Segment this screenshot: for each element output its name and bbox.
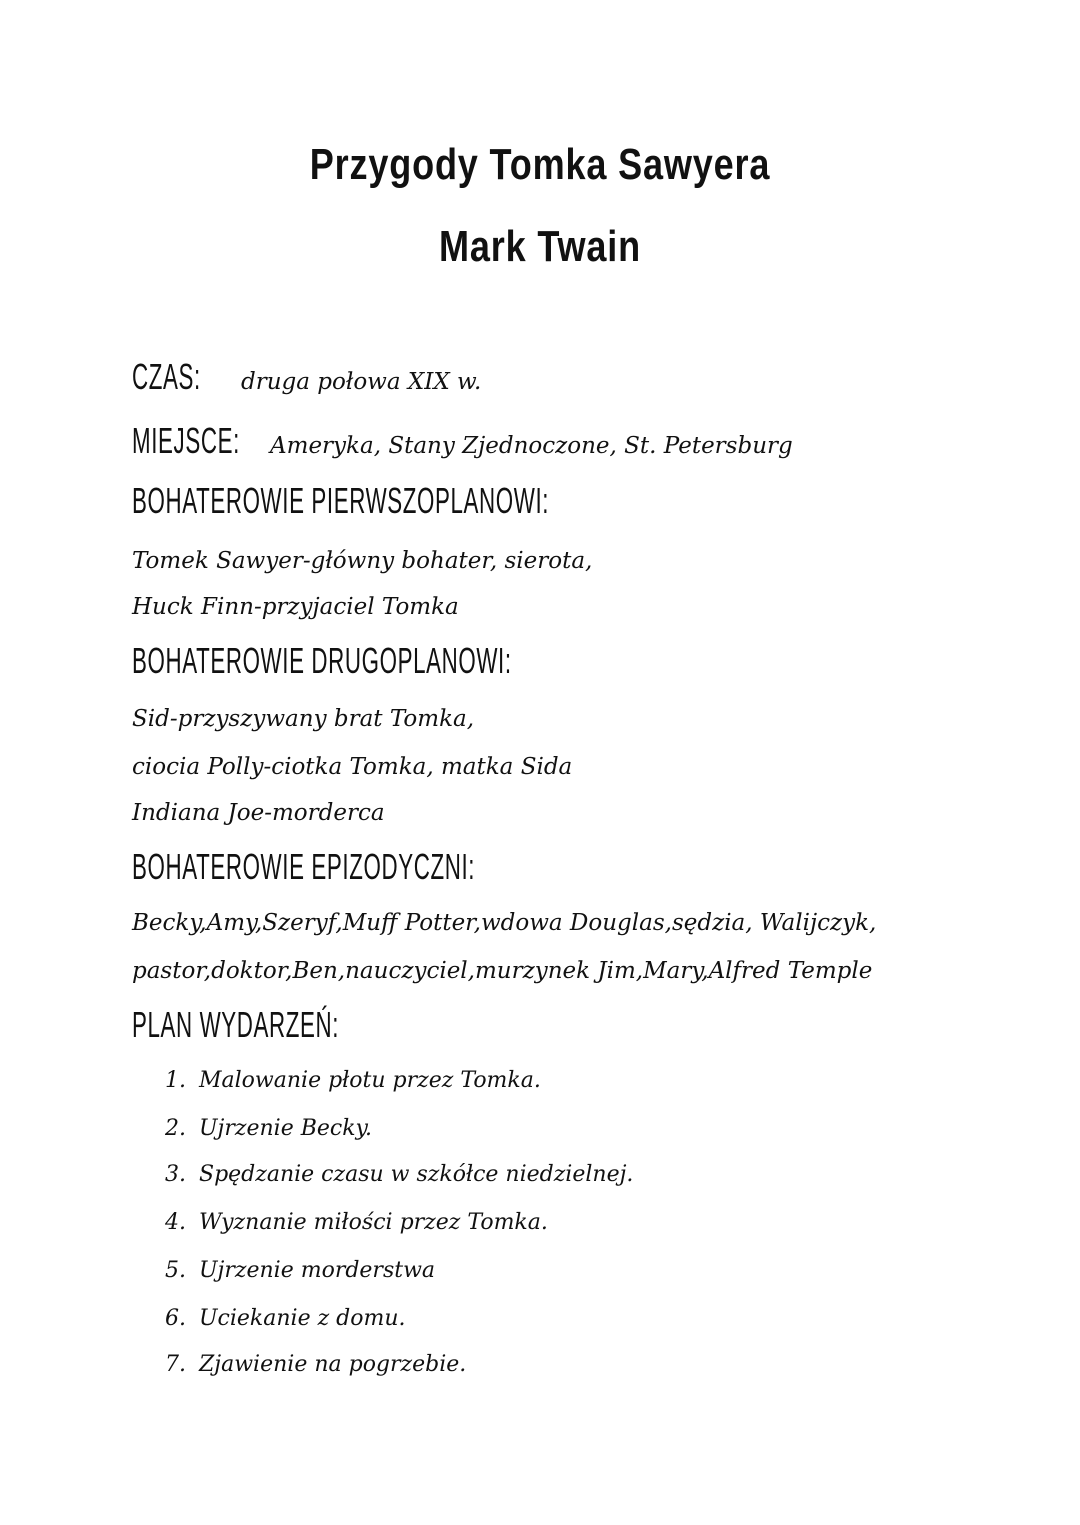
plan-item-number: 1.: [165, 1068, 186, 1093]
main-character-line: Tomek Sawyer-główny bohater, sierota,: [132, 548, 593, 574]
plan-item: [165, 1306, 406, 1331]
plan-item-number: 7.: [165, 1352, 186, 1377]
secondary-character-line: Sid-przyszywany brat Tomka,: [132, 706, 475, 732]
plan-item-text: Spędzanie czasu w szkółce niedzielnej.: [199, 1162, 634, 1187]
book-title: Przygody Tomka Sawyera: [309, 140, 771, 189]
time-row: [132, 356, 481, 398]
place-label: MIEJSCE:: [132, 420, 240, 461]
plan-item-text: Ujrzenie morderstwa: [199, 1258, 436, 1283]
book-author: Mark Twain: [438, 222, 642, 271]
plan-item-number: 3.: [165, 1162, 186, 1187]
plan-item: [165, 1258, 435, 1283]
main-characters-heading: BOHATEROWIE PIERWSZOPLANOWI:: [132, 480, 550, 521]
plan-item-number: 5.: [165, 1258, 186, 1283]
episodic-character-line: pastor,doktor,Ben,nauczyciel,murzynek Jim,Mary,Alfred Temple: [132, 958, 873, 984]
plan-item-text: Wyznanie miłości przez Tomka.: [199, 1210, 548, 1235]
episodic-character-line: Becky,Amy,Szeryf,Muff Potter,wdowa Douglas,sędzia, Walijczyk,: [132, 910, 877, 936]
plan-heading: PLAN WYDARZEŃ:: [132, 1004, 340, 1045]
time-label: CZAS:: [132, 356, 201, 397]
episodic-characters-heading: BOHATEROWIE EPIZODYCZNI:: [132, 846, 476, 887]
plan-item-text: Malowanie płotu przez Tomka.: [199, 1068, 541, 1093]
secondary-character-line: Indiana Joe-morderca: [132, 800, 385, 826]
plan-item-text: Zjawienie na pogrzebie.: [199, 1352, 467, 1377]
plan-item-text: Ujrzenie Becky.: [199, 1116, 373, 1141]
place-value: Ameryka, Stany Zjednoczone, St. Petersburg: [270, 433, 793, 459]
plan-item-number: 6.: [165, 1306, 186, 1331]
plan-item-text: Uciekanie z domu.: [199, 1306, 406, 1331]
plan-item-number: 4.: [165, 1210, 186, 1235]
plan-item: [165, 1162, 633, 1187]
place-row: [132, 420, 793, 462]
plan-item: [165, 1116, 372, 1141]
plan-item: [165, 1210, 548, 1235]
main-character-line: Huck Finn-przyjaciel Tomka: [132, 594, 459, 620]
secondary-characters-heading: BOHATEROWIE DRUGOPLANOWI:: [132, 640, 512, 681]
time-value: druga połowa XIX w.: [241, 369, 482, 395]
plan-item-number: 2.: [165, 1116, 186, 1141]
plan-item: [165, 1352, 466, 1377]
plan-item: [165, 1068, 541, 1093]
secondary-character-line: ciocia Polly-ciotka Tomka, matka Sida: [132, 754, 573, 780]
